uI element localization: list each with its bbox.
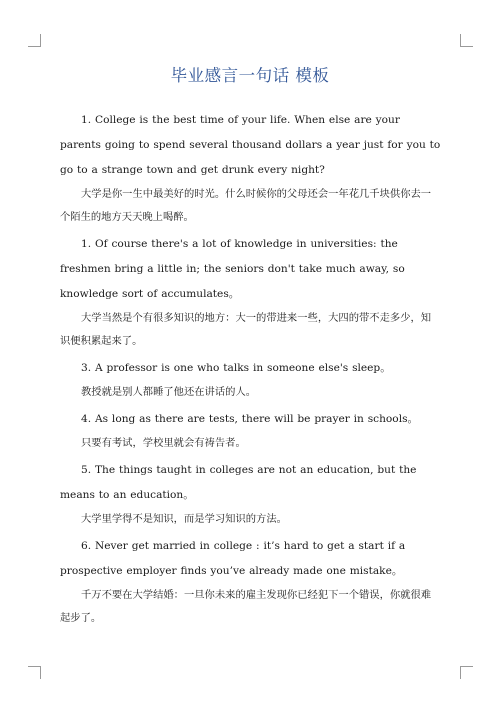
crop-mark-top-left (28, 34, 41, 47)
quote-english: 1. Of course there's a lot of knowledge in universities: the freshmen bring a little in; the seniors don't take much away, so knowledge sort of accumulates。 (60, 238, 405, 300)
quote-english: 6. Never get married in college : it’s hard to get a start if a prospective employer finds you’ve already made one mistake。 (60, 540, 406, 577)
document-body (60, 108, 441, 633)
quote-english: 5. The things taught in colleges are not an education, but the means to an education。 (60, 464, 417, 501)
quote-english: 4. As long as there are tests, there will be prayer in schools。 (81, 413, 419, 425)
document-title: 毕业感言一句话 模板 (170, 66, 330, 85)
crop-mark-bottom-left (28, 666, 41, 679)
crop-mark-top-right (460, 34, 473, 47)
quote-english: 3. A professor is one who talks in someone else's sleep。 (81, 362, 391, 374)
quote-chinese: 大学当然是个有很多知识的地方：大一的带进来一些，大四的带不走多少，知识便积累起来了。 (60, 312, 432, 347)
quote-chinese: 大学里学得不是知识，而是学习知识的方法。 (81, 513, 287, 525)
quote-chinese: 千万不要在大学结婚：一旦你未来的雇主发现你已经犯下一个错误，你就很难起步了。 (60, 589, 432, 624)
quote-chinese: 大学是你一生中最美好的时光。什么时候你的父母还会一年花几千块供你去一个陌生的地方天天晚上喝醉。 (60, 188, 432, 223)
quote-chinese: 只要有考试，学校里就会有祷告者。 (81, 437, 246, 449)
quote-chinese: 教授就是别人都睡了他还在讲话的人。 (81, 386, 257, 398)
quote-english: 1. College is the best time of your life. When else are your parents going to spend several thousand dollars a year just for you to go to a strange town and get drunk every night? (60, 114, 441, 176)
crop-mark-bottom-right (460, 666, 473, 679)
